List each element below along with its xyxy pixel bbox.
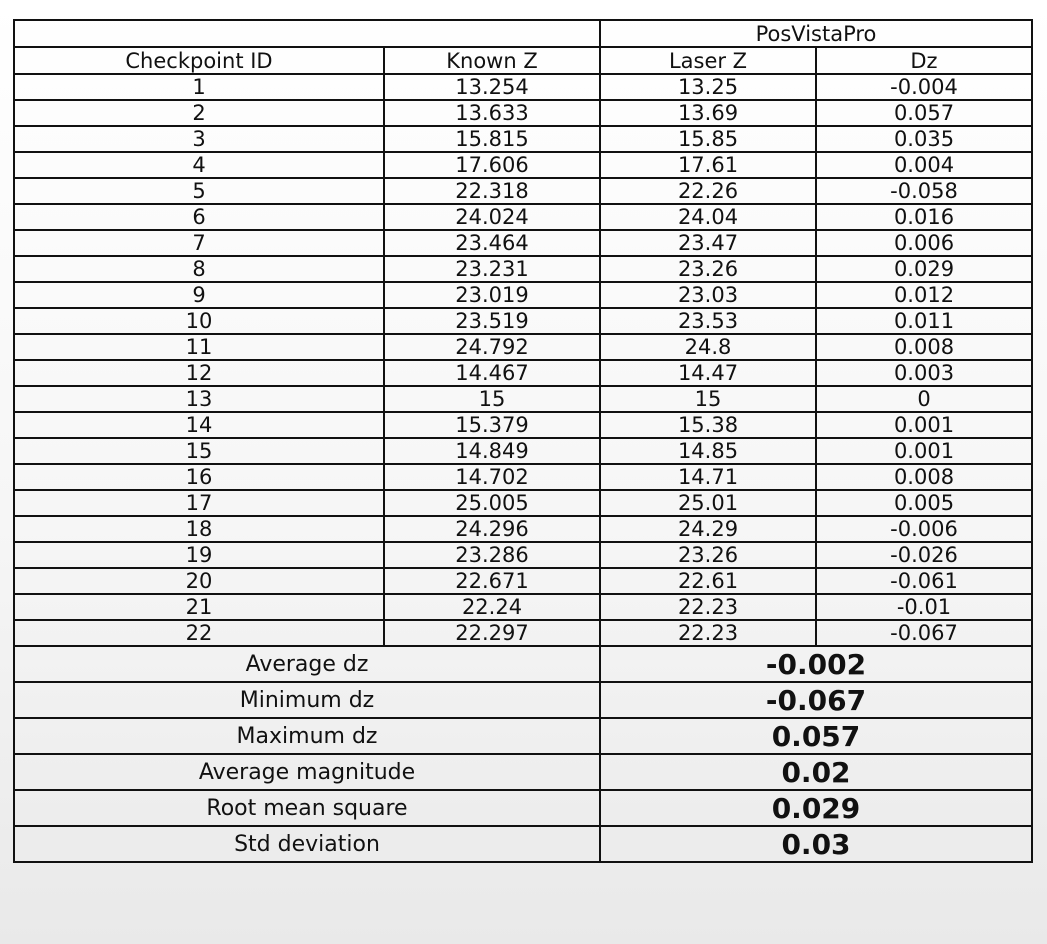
- stat-label: Std deviation: [14, 826, 600, 862]
- stat-row: [14, 646, 1032, 682]
- column-header-row: [14, 47, 1032, 74]
- checkpoint-id-cell: 6: [14, 204, 384, 230]
- table-row: [14, 100, 1032, 126]
- dz-cell: 0.016: [816, 204, 1032, 230]
- dz-cell: 0.001: [816, 412, 1032, 438]
- checkpoint-id-cell: 5: [14, 178, 384, 204]
- stat-value: -0.002: [600, 646, 1032, 682]
- checkpoint-id-cell: 2: [14, 100, 384, 126]
- laser-z-cell: 25.01: [600, 490, 816, 516]
- dz-cell: 0.012: [816, 282, 1032, 308]
- dz-cell: 0.008: [816, 334, 1032, 360]
- dz-cell: 0: [816, 386, 1032, 412]
- known-z-cell: 24.792: [384, 334, 600, 360]
- known-z-cell: 25.005: [384, 490, 600, 516]
- checkpoint-id-cell: 3: [14, 126, 384, 152]
- known-z-cell: 22.318: [384, 178, 600, 204]
- laser-z-cell: 24.8: [600, 334, 816, 360]
- known-z-cell: 23.286: [384, 542, 600, 568]
- stat-row: [14, 790, 1032, 826]
- checkpoint-id-cell: 11: [14, 334, 384, 360]
- dz-cell: 0.011: [816, 308, 1032, 334]
- table-row: [14, 386, 1032, 412]
- known-z-cell: 13.254: [384, 74, 600, 100]
- blank-header-cell: [14, 20, 600, 47]
- column-header-known-z: Known Z: [384, 47, 600, 74]
- laser-z-cell: 22.61: [600, 568, 816, 594]
- known-z-cell: 15.379: [384, 412, 600, 438]
- checkpoint-id-cell: 7: [14, 230, 384, 256]
- dz-cell: -0.006: [816, 516, 1032, 542]
- table-row: [14, 230, 1032, 256]
- checkpoint-table-container: [13, 19, 1031, 863]
- checkpoint-table: [13, 19, 1033, 863]
- table-row: [14, 438, 1032, 464]
- laser-z-cell: 23.26: [600, 542, 816, 568]
- laser-z-cell: 17.61: [600, 152, 816, 178]
- known-z-cell: 23.019: [384, 282, 600, 308]
- column-header-checkpoint-id: Checkpoint ID: [14, 47, 384, 74]
- stat-label: Average magnitude: [14, 754, 600, 790]
- stat-row: [14, 682, 1032, 718]
- table-row: [14, 308, 1032, 334]
- stat-value: 0.03: [600, 826, 1032, 862]
- known-z-cell: 14.849: [384, 438, 600, 464]
- table-row: [14, 256, 1032, 282]
- laser-z-cell: 22.23: [600, 594, 816, 620]
- dz-cell: -0.061: [816, 568, 1032, 594]
- laser-z-cell: 13.69: [600, 100, 816, 126]
- group-header-row: [14, 20, 1032, 47]
- stat-value: -0.067: [600, 682, 1032, 718]
- known-z-cell: 23.231: [384, 256, 600, 282]
- column-header-laser-z: Laser Z: [600, 47, 816, 74]
- table-row: [14, 542, 1032, 568]
- known-z-cell: 22.671: [384, 568, 600, 594]
- checkpoint-id-cell: 17: [14, 490, 384, 516]
- dz-cell: -0.004: [816, 74, 1032, 100]
- checkpoint-id-cell: 8: [14, 256, 384, 282]
- stat-value: 0.029: [600, 790, 1032, 826]
- table-row: [14, 178, 1032, 204]
- known-z-cell: 14.467: [384, 360, 600, 386]
- known-z-cell: 13.633: [384, 100, 600, 126]
- known-z-cell: 22.297: [384, 620, 600, 646]
- checkpoint-id-cell: 20: [14, 568, 384, 594]
- stat-label: Root mean square: [14, 790, 600, 826]
- stat-row: [14, 754, 1032, 790]
- laser-z-cell: 13.25: [600, 74, 816, 100]
- dz-cell: 0.057: [816, 100, 1032, 126]
- laser-z-cell: 14.71: [600, 464, 816, 490]
- stat-label: Maximum dz: [14, 718, 600, 754]
- checkpoint-id-cell: 9: [14, 282, 384, 308]
- laser-z-cell: 23.26: [600, 256, 816, 282]
- stat-row: [14, 826, 1032, 862]
- checkpoint-id-cell: 22: [14, 620, 384, 646]
- table-row: [14, 464, 1032, 490]
- stat-label: Average dz: [14, 646, 600, 682]
- table-row: [14, 620, 1032, 646]
- checkpoint-id-cell: 1: [14, 74, 384, 100]
- laser-z-cell: 24.04: [600, 204, 816, 230]
- laser-z-cell: 14.85: [600, 438, 816, 464]
- table-row: [14, 490, 1032, 516]
- stat-label: Minimum dz: [14, 682, 600, 718]
- dz-cell: -0.067: [816, 620, 1032, 646]
- known-z-cell: 15: [384, 386, 600, 412]
- known-z-cell: 24.024: [384, 204, 600, 230]
- stat-value: 0.02: [600, 754, 1032, 790]
- dz-cell: 0.004: [816, 152, 1032, 178]
- known-z-cell: 17.606: [384, 152, 600, 178]
- dz-cell: 0.003: [816, 360, 1032, 386]
- checkpoint-id-cell: 13: [14, 386, 384, 412]
- table-row: [14, 204, 1032, 230]
- dz-cell: 0.035: [816, 126, 1032, 152]
- table-row: [14, 126, 1032, 152]
- known-z-cell: 23.519: [384, 308, 600, 334]
- checkpoint-id-cell: 15: [14, 438, 384, 464]
- table-row: [14, 282, 1032, 308]
- stat-row: [14, 718, 1032, 754]
- laser-z-cell: 23.47: [600, 230, 816, 256]
- checkpoint-id-cell: 4: [14, 152, 384, 178]
- checkpoint-id-cell: 19: [14, 542, 384, 568]
- checkpoint-id-cell: 14: [14, 412, 384, 438]
- table-row: [14, 360, 1032, 386]
- laser-z-cell: 14.47: [600, 360, 816, 386]
- checkpoint-id-cell: 21: [14, 594, 384, 620]
- table-row: [14, 412, 1032, 438]
- laser-z-cell: 15: [600, 386, 816, 412]
- table-row: [14, 568, 1032, 594]
- table-row: [14, 74, 1032, 100]
- dz-cell: 0.029: [816, 256, 1032, 282]
- laser-z-cell: 22.26: [600, 178, 816, 204]
- checkpoint-id-cell: 18: [14, 516, 384, 542]
- known-z-cell: 23.464: [384, 230, 600, 256]
- laser-z-cell: 23.03: [600, 282, 816, 308]
- known-z-cell: 14.702: [384, 464, 600, 490]
- column-header-dz: Dz: [816, 47, 1032, 74]
- dz-cell: 0.005: [816, 490, 1032, 516]
- laser-z-cell: 15.85: [600, 126, 816, 152]
- dz-cell: 0.008: [816, 464, 1032, 490]
- checkpoint-id-cell: 12: [14, 360, 384, 386]
- table-row: [14, 594, 1032, 620]
- dz-cell: -0.01: [816, 594, 1032, 620]
- stat-value: 0.057: [600, 718, 1032, 754]
- table-row: [14, 334, 1032, 360]
- known-z-cell: 22.24: [384, 594, 600, 620]
- laser-z-cell: 15.38: [600, 412, 816, 438]
- dz-cell: 0.006: [816, 230, 1032, 256]
- table-row: [14, 516, 1032, 542]
- checkpoint-id-cell: 16: [14, 464, 384, 490]
- laser-z-cell: 22.23: [600, 620, 816, 646]
- laser-z-cell: 24.29: [600, 516, 816, 542]
- known-z-cell: 15.815: [384, 126, 600, 152]
- group-header-cell: PosVistaPro: [600, 20, 1032, 47]
- laser-z-cell: 23.53: [600, 308, 816, 334]
- table-row: [14, 152, 1032, 178]
- dz-cell: -0.058: [816, 178, 1032, 204]
- dz-cell: -0.026: [816, 542, 1032, 568]
- known-z-cell: 24.296: [384, 516, 600, 542]
- checkpoint-id-cell: 10: [14, 308, 384, 334]
- dz-cell: 0.001: [816, 438, 1032, 464]
